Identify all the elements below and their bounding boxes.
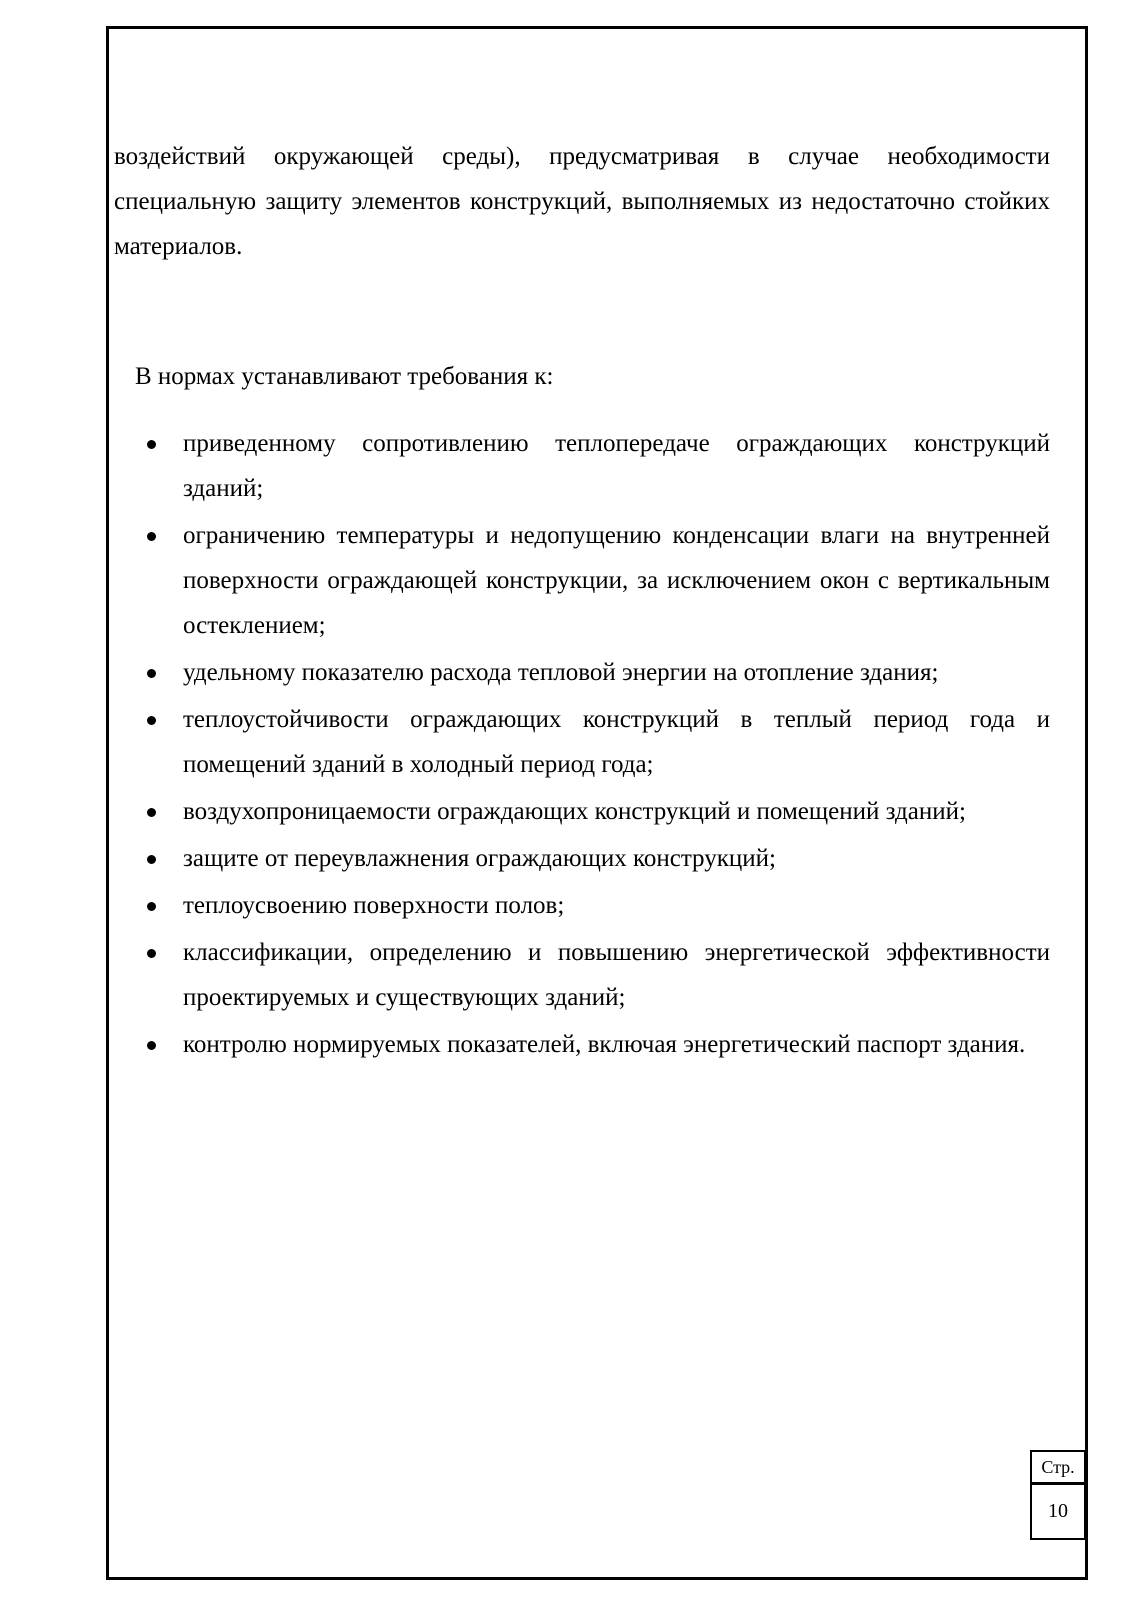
requirements-list bbox=[114, 421, 1050, 1067]
bullet-icon bbox=[147, 1041, 156, 1050]
list-item bbox=[114, 789, 1050, 834]
document-body bbox=[114, 134, 1050, 1069]
list-item bbox=[114, 1022, 1050, 1067]
list-item bbox=[114, 930, 1050, 1020]
page-label: Стр. bbox=[1030, 1450, 1086, 1484]
list-item-text: воздухопроницаемости ограждающих конструкций и помещений зданий; bbox=[183, 798, 966, 825]
bullet-icon bbox=[147, 440, 156, 449]
list-item-text: теплоусвоению поверхности полов; bbox=[183, 892, 565, 919]
list-item-text: теплоустойчивости ограждающих конструкций в теплый период года и помещений зданий в холодный период года; bbox=[183, 706, 1050, 778]
bullet-icon bbox=[147, 716, 156, 725]
list-item bbox=[114, 697, 1050, 787]
list-item-text: контролю нормируемых показателей, включая энергетический паспорт здания. bbox=[183, 1031, 1026, 1058]
list-item-text: классификации, определению и повышению энергетической эффективности проектируемых и существующих зданий; bbox=[183, 939, 1050, 1011]
bullet-icon bbox=[147, 949, 156, 958]
requirements-intro: В нормах устанавливают требования к: bbox=[135, 363, 554, 390]
list-item-text: ограничению температуры и недопущению конденсации влаги на внутренней поверхности ограждающей конструкции, за исключением окон с вертикальным остеклением; bbox=[183, 522, 1050, 639]
list-item bbox=[114, 421, 1050, 511]
list-item bbox=[114, 836, 1050, 881]
page-number: 10 bbox=[1030, 1482, 1086, 1540]
list-item bbox=[114, 513, 1050, 648]
bullet-icon bbox=[147, 532, 156, 541]
list-item bbox=[114, 650, 1050, 695]
continued-paragraph: воздействий окружающей среды), предусматривая в случае необходимости специальную защиту элементов конструкций, выполняемых из недостаточно стойких материалов. bbox=[114, 143, 1050, 260]
bullet-icon bbox=[147, 855, 156, 864]
bullet-icon bbox=[147, 808, 156, 817]
list-item-text: защите от переувлажнения ограждающих конструкций; bbox=[183, 845, 776, 872]
bullet-icon bbox=[147, 902, 156, 911]
list-item bbox=[114, 883, 1050, 928]
bullet-icon bbox=[147, 669, 156, 678]
page-number-box bbox=[1030, 1450, 1086, 1540]
list-item-text: приведенному сопротивлению теплопередаче ограждающих конструкций зданий; bbox=[183, 430, 1050, 502]
list-item-text: удельному показателю расхода тепловой энергии на отопление здания; bbox=[183, 659, 939, 686]
